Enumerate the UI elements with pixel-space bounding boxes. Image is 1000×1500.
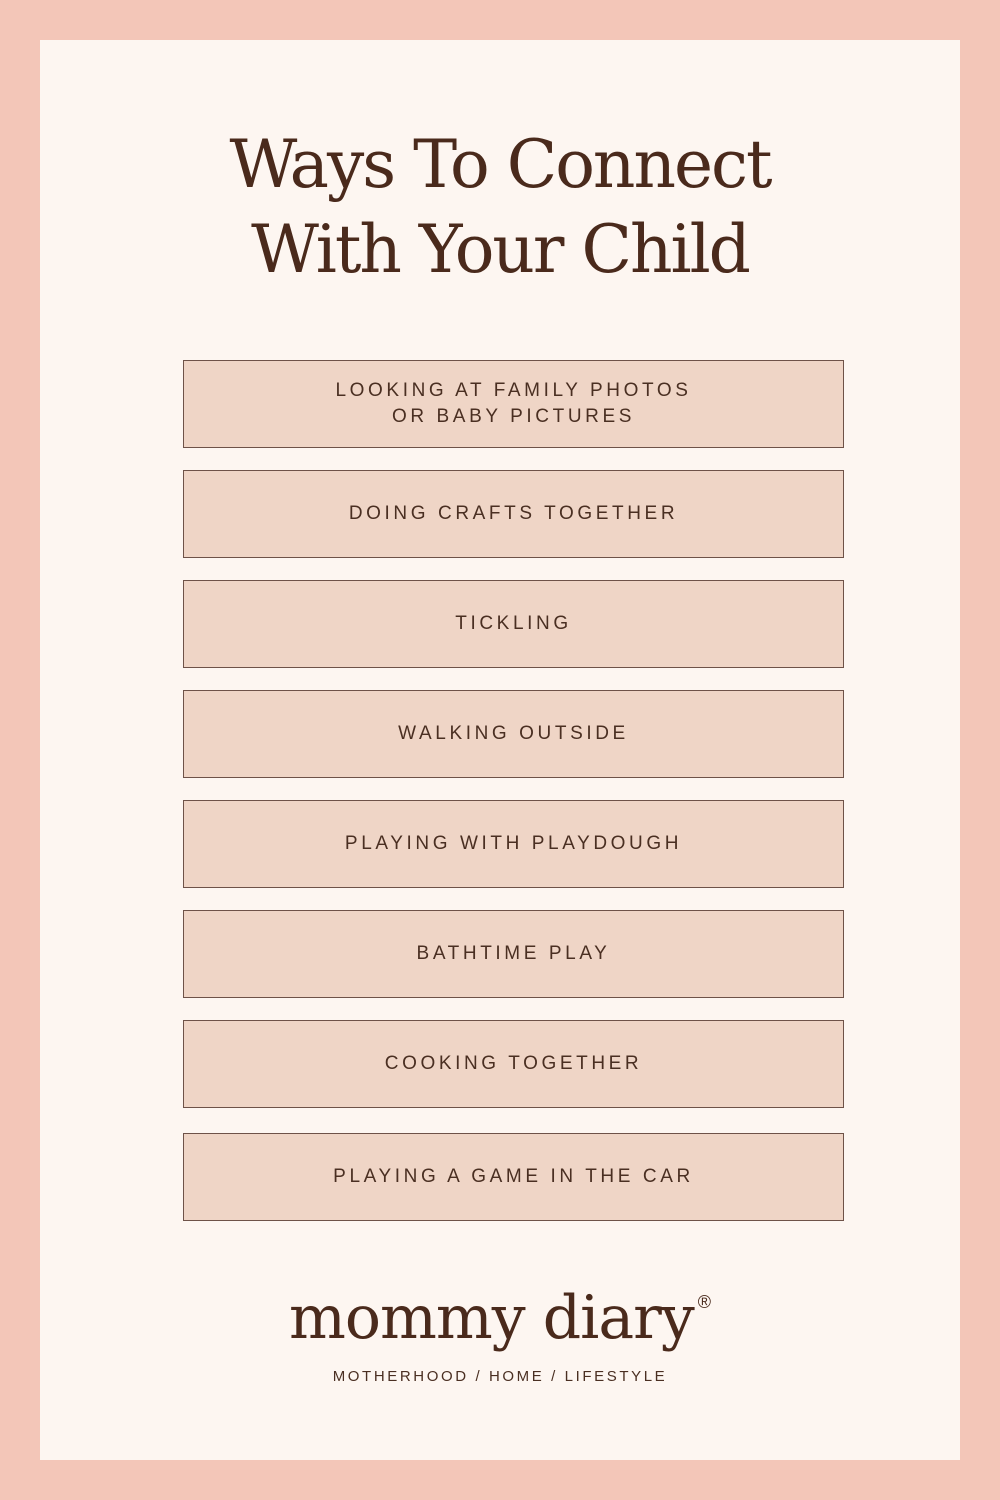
list-item-cooking bbox=[183, 1020, 844, 1108]
title-line-2: With Your Child bbox=[251, 211, 749, 288]
list-item-family-photos bbox=[183, 360, 844, 448]
title-line-1: Ways To Connect bbox=[229, 126, 771, 203]
list-item-playdough bbox=[183, 800, 844, 888]
list-item-tickling bbox=[183, 580, 844, 668]
brand-logo bbox=[0, 1278, 1000, 1358]
list-item-label: PLAYING WITH PLAYDOUGH bbox=[344, 833, 683, 854]
brand-name: mommy diary bbox=[289, 1283, 694, 1353]
list-item-label: PLAYING A GAME IN THE CAR bbox=[333, 1166, 694, 1187]
list-item-label: COOKING TOGETHER bbox=[384, 1053, 643, 1074]
brand-tagline: MOTHERHOOD / HOME / LIFESTYLE bbox=[332, 1368, 668, 1385]
page-title bbox=[0, 122, 1000, 292]
list-item-label: LOOKING AT FAMILY PHOTOS OR BABY PICTURES bbox=[335, 380, 692, 427]
list-item-label: WALKING OUTSIDE bbox=[398, 723, 629, 744]
list-item-car-game bbox=[183, 1133, 844, 1221]
registered-mark-icon: ® bbox=[697, 1292, 711, 1312]
list-item-bathtime bbox=[183, 910, 844, 998]
list-item-label: TICKLING bbox=[455, 613, 572, 634]
list-item-crafts bbox=[183, 470, 844, 558]
list-item-walking bbox=[183, 690, 844, 778]
list-item-label: DOING CRAFTS TOGETHER bbox=[348, 503, 679, 524]
list-item-label: BATHTIME PLAY bbox=[416, 943, 611, 964]
